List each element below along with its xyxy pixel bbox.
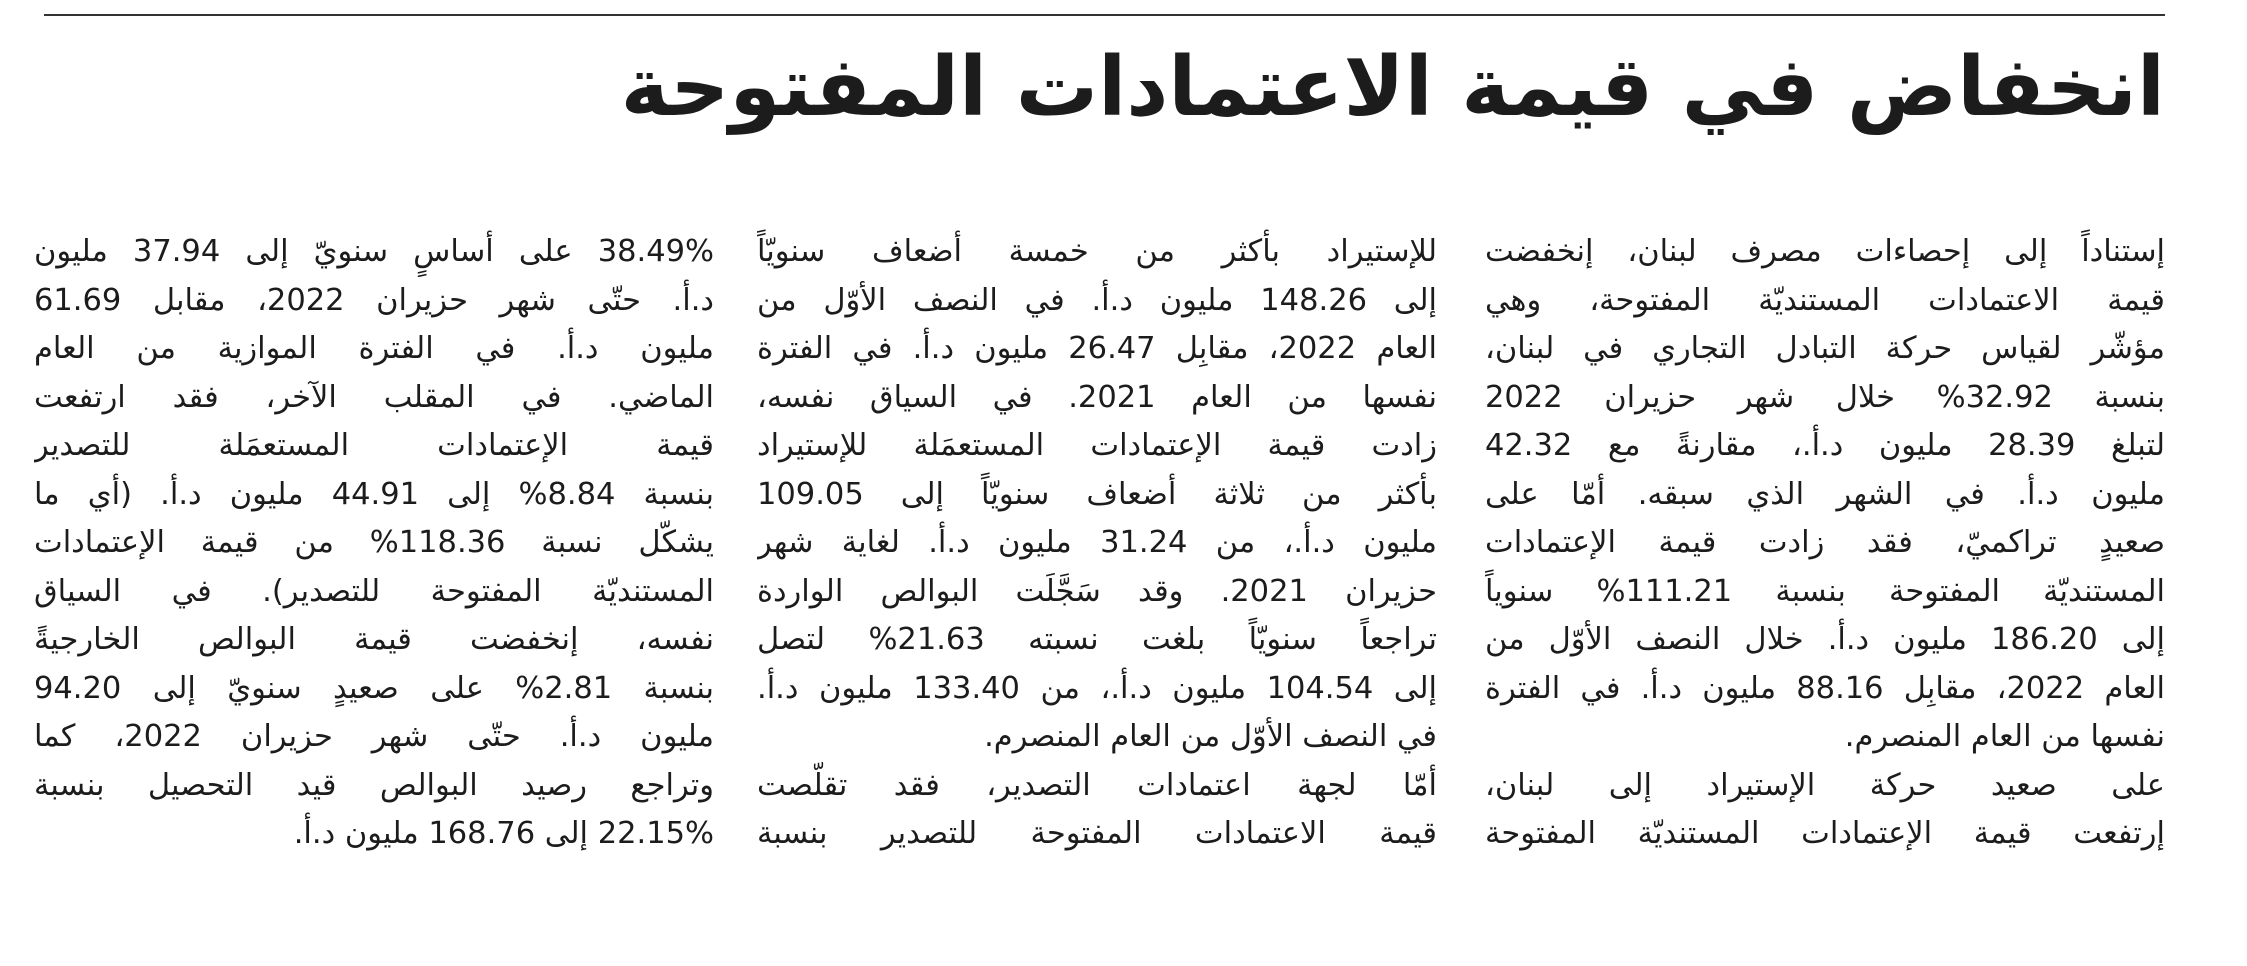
- text-line: مليون د.أ. في الفترة الموازية من العام: [34, 331, 714, 366]
- text-line: بنسبة 8.84% إلى 44.91 مليون د.أ. (أي ما: [34, 476, 714, 512]
- text-line: في النصف الأوّل من العام المنصرم.: [984, 719, 1437, 754]
- text-line: مؤشّر لقياس حركة التبادل التجاري في لبنان،: [1485, 331, 2165, 366]
- text-line: للإستيراد بأكثر من خمسة أضعاف سنويّاً: [757, 234, 1437, 269]
- text-line: مليون د.أ.، من 31.24 مليون د.أ. لغاية شهر: [757, 525, 1437, 560]
- text-line: إلى 104.54 مليون د.أ.، من 133.40 مليون د.أ.: [757, 670, 1437, 706]
- text-line: المستنديّة المفتوحة للتصدير). في السياق: [34, 573, 714, 609]
- text-line: قيمة الإعتمادات المستعمَلة للتصدير: [34, 428, 714, 463]
- text-line: نفسه، إنخفضت قيمة البوالص الخارجيةً: [34, 622, 714, 657]
- text-line: مليون د.أ. حتّى شهر حزيران 2022، كما: [34, 719, 714, 754]
- text-line: صعيدٍ تراكميّ، فقد زادت قيمة الإعتمادات: [1485, 525, 2165, 560]
- text-line: إلى 186.20 مليون د.أ. خلال النصف الأوّل من: [1485, 622, 2165, 657]
- text-line: العام 2022، مقابِل 88.16 مليون د.أ. في الفترة: [1485, 670, 2165, 706]
- text-line: قيمة الاعتمادات المفتوحة للتصدير بنسبة: [757, 816, 1437, 851]
- text-line: العام 2022، مقابِل 26.47 مليون د.أ. في الفترة: [757, 331, 1437, 366]
- text-line: 22.15% إلى 168.76 مليون د.أ.: [293, 816, 714, 851]
- article-headline: انخفاض في قيمة الاعتمادات المفتوحة: [620, 40, 2165, 135]
- text-line: نفسها من العام المنصرم.: [1844, 719, 2165, 754]
- text-line: تراجعاً سنويّاً بلغت نسبته 21.63% لتصل: [757, 622, 1437, 657]
- text-line: زادت قيمة الإعتمادات المستعمَلة للإستيراد: [757, 428, 1437, 463]
- text-line: حزيران 2021. وقد سَجَّلَت البوالص الواردة: [757, 573, 1437, 609]
- text-line: على صعيد حركة الإستيراد إلى لبنان،: [1485, 767, 2165, 803]
- top-rule: [44, 14, 2165, 16]
- text-line: 38.49% على أساسٍ سنويّ إلى 37.94 مليون: [34, 234, 714, 269]
- text-line: الماضي. في المقلب الآخر، فقد ارتفعت: [34, 379, 714, 415]
- text-line: إلى 148.26 مليون د.أ. في النصف الأوّل من: [757, 282, 1437, 318]
- article-column-1: [1485, 228, 2165, 859]
- text-line: لتبلغ 28.39 مليون د.أ.، مقارنةً مع 42.32: [1485, 428, 2165, 463]
- text-line: بأكثر من ثلاثة أضعاف سنويّاً إلى 109.05: [757, 476, 1437, 512]
- text-line: إستناداً إلى إحصاءات مصرف لبنان، إنخفضت: [1485, 234, 2165, 269]
- text-line: قيمة الاعتمادات المستنديّة المفتوحة، وهي: [1485, 282, 2165, 318]
- text-line: يشكّل نسبة 118.36% من قيمة الإعتمادات: [34, 525, 714, 560]
- text-line: إرتفعت قيمة الإعتمادات المستنديّة المفتوحة: [1485, 816, 2165, 851]
- text-line: وتراجع رصيد البوالص قيد التحصيل بنسبة: [34, 767, 714, 803]
- text-line: مليون د.أ. في الشهر الذي سبقه. أمّا على: [1485, 476, 2165, 512]
- text-line: د.أ. حتّى شهر حزيران 2022، مقابل 61.69: [34, 282, 714, 318]
- text-line: نفسها من العام 2021. في السياق نفسه،: [757, 379, 1437, 415]
- article-column-3: [34, 228, 714, 859]
- text-line: أمّا لجهة اعتمادات التصدير، فقد تقلّصت: [757, 767, 1437, 803]
- text-line: بنسبة 32.92% خلال شهر حزيران 2022: [1485, 379, 2165, 415]
- article-column-2: [757, 228, 1437, 859]
- text-line: المستنديّة المفتوحة بنسبة 111.21% سنوياً: [1485, 573, 2165, 609]
- text-line: بنسبة 2.81% على صعيدٍ سنويّ إلى 94.20: [34, 670, 714, 706]
